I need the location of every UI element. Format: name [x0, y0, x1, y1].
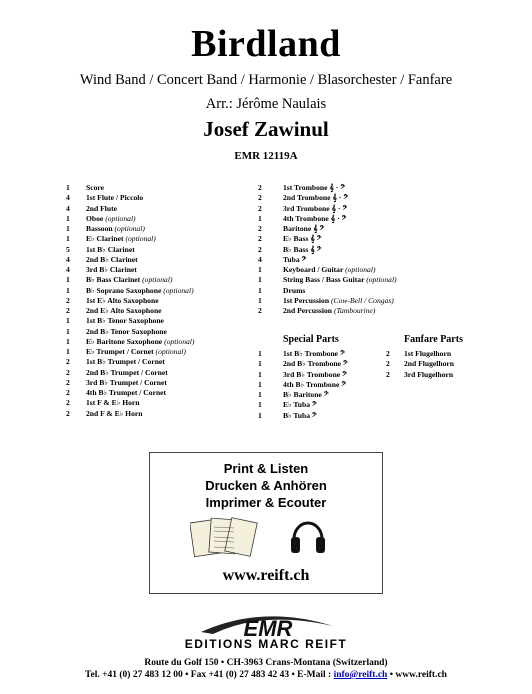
part-note: (optional): [345, 265, 376, 274]
publisher-name: EDITIONS MARC REIFT: [184, 637, 348, 651]
part-name: [283, 193, 348, 203]
part-quantity: 1: [258, 285, 262, 295]
part-instrument: 2nd B♭ Trombone 𝄢: [283, 359, 348, 369]
part-quantity: 1: [258, 379, 262, 389]
title: Birdland: [191, 23, 341, 65]
part-name: [86, 245, 135, 255]
part-quantity: 1: [66, 326, 70, 336]
part-quantity: 2: [258, 183, 262, 192]
part-instrument: E♭ Tuba 𝄢: [283, 400, 317, 410]
part-quantity: 1: [258, 265, 262, 274]
part-quantity: 2: [386, 369, 390, 379]
part-instrument: 4th B♭ Trombone 𝄢: [283, 379, 347, 389]
part-quantity: 1: [66, 234, 70, 244]
part-instrument: 2nd Flute: [86, 203, 118, 213]
part-quantity: 2: [258, 224, 262, 233]
part-name: [86, 306, 162, 316]
part-name: [283, 183, 345, 193]
subtitle: Wind Band / Concert Band / Harmonie / Blasorchester / Fanfare: [79, 72, 453, 88]
part-name: [283, 400, 317, 410]
part-name: [86, 398, 140, 408]
part-instrument: 3rd Trombone 𝄞 · 𝄢: [283, 203, 348, 213]
part-name: [404, 359, 454, 369]
part-quantity: 1: [258, 295, 262, 305]
special-parts-heading: Special Parts: [283, 334, 339, 345]
part-instrument: 3rd B♭ Clarinet: [86, 265, 137, 274]
part-quantity: 2: [386, 359, 390, 369]
part-name: [283, 411, 317, 421]
part-quantity: 1: [258, 410, 262, 420]
part-instrument: 1st B♭ Trombone 𝄢: [283, 349, 345, 358]
logo-mark: EMR: [243, 616, 293, 641]
part-quantity: 1: [258, 213, 262, 223]
part-name: [86, 255, 138, 265]
part-instrument: 2nd E♭ Alto Saxophone: [86, 306, 162, 315]
print-listen-box: [149, 452, 383, 594]
part-instrument: 1st Percussion: [283, 295, 330, 305]
part-instrument: String Bass / Bass Guitar: [283, 275, 365, 285]
part-note: (optional): [105, 213, 136, 223]
promo-url[interactable]: www.reift.ch: [222, 567, 310, 584]
part-name: [283, 234, 322, 244]
part-quantity: 4: [258, 254, 262, 264]
part-instrument: 2nd Trombone 𝄞 · 𝄢: [283, 193, 349, 203]
part-quantity: 4: [66, 265, 70, 274]
part-name: [86, 214, 136, 224]
part-quantity: 2: [258, 306, 262, 315]
part-quantity: 1: [258, 390, 262, 399]
fanfare-parts-heading: Fanfare Parts: [404, 334, 463, 345]
part-name: [283, 306, 375, 316]
sheet-music-icon: [190, 515, 260, 559]
part-instrument: Tuba 𝄢: [283, 254, 307, 264]
part-instrument: 2nd Percussion: [283, 306, 333, 315]
part-name: [86, 368, 168, 378]
part-name: [404, 370, 453, 380]
part-quantity: 2: [66, 357, 70, 367]
part-instrument: Oboe: [86, 213, 104, 223]
part-quantity: 1: [258, 359, 262, 369]
part-instrument: 3rd Flugelhorn: [404, 369, 454, 379]
contact-phone-fax: Tel. +41 (0) 27 483 12 00 • Fax +41 (0) 27 483 42 43 • E-Mail :: [85, 670, 334, 680]
part-name: [86, 265, 137, 275]
part-quantity: 2: [66, 295, 70, 305]
part-note: (Tambourine): [333, 306, 376, 315]
headphones-icon: [288, 513, 328, 557]
part-instrument: Baritone 𝄞 𝄢: [283, 224, 325, 233]
part-instrument: Drums: [283, 285, 306, 295]
part-note: (optional): [366, 275, 397, 285]
part-instrument: 4th Trombone 𝄞 · 𝄢: [283, 213, 347, 223]
part-instrument: Keyboard / Guitar: [283, 265, 344, 274]
arranger: Arr.: Jérôme Naulais: [205, 96, 327, 112]
part-name: [86, 327, 167, 337]
part-quantity: 1: [66, 275, 70, 285]
part-quantity: 1: [258, 349, 262, 358]
edition-number: EMR 12119A: [234, 150, 298, 162]
part-name: [283, 380, 346, 390]
part-name: [283, 275, 397, 285]
part-note: (optional): [164, 336, 195, 346]
part-name: [86, 234, 156, 244]
part-note: (optional): [163, 285, 194, 295]
part-quantity: 2: [66, 398, 70, 408]
part-instrument: Bassoon: [86, 224, 113, 233]
part-name: [283, 255, 306, 265]
part-name: [283, 224, 324, 234]
part-instrument: Score: [86, 183, 104, 192]
part-name: [283, 286, 305, 296]
part-quantity: 4: [66, 203, 70, 213]
part-quantity: 1: [66, 213, 70, 223]
part-name: [86, 224, 145, 234]
part-instrument: E♭ Clarinet: [86, 234, 124, 244]
part-instrument: 1st Flugelhorn: [404, 349, 452, 358]
part-instrument: 1st E♭ Alto Saxophone: [86, 295, 159, 305]
part-instrument: 2nd B♭ Clarinet: [86, 254, 138, 264]
part-instrument: 3rd B♭ Trombone 𝄢: [283, 369, 347, 379]
part-name: [283, 245, 322, 255]
part-quantity: 2: [258, 203, 262, 213]
part-name: [86, 286, 194, 296]
promo-line-drucken: Drucken & Anhören: [205, 478, 327, 493]
part-quantity: 1: [66, 285, 70, 295]
part-note: (optional): [114, 224, 145, 233]
promo-line-print-listen: Print & Listen: [223, 461, 309, 476]
part-instrument: B♭ Bass 𝄞 𝄢: [283, 244, 322, 254]
part-name: [86, 316, 164, 326]
part-name: [283, 370, 347, 380]
email-link[interactable]: info@reift.ch: [333, 670, 388, 680]
part-name: [283, 204, 347, 214]
part-instrument: 2nd B♭ Trumpet / Cornet: [86, 367, 168, 377]
part-name: [86, 337, 194, 347]
part-quantity: 2: [258, 244, 262, 254]
part-instrument: 1st B♭ Trumpet / Cornet: [86, 357, 165, 367]
part-name: [86, 409, 142, 419]
part-quantity: 1: [258, 400, 262, 410]
part-quantity: 4: [66, 254, 70, 264]
part-name: [86, 275, 173, 285]
part-name: [283, 390, 329, 400]
part-note: (optional): [142, 275, 173, 285]
part-name: [86, 357, 165, 367]
part-quantity: 2: [66, 306, 70, 315]
part-name: [86, 183, 104, 193]
part-name: [283, 296, 394, 306]
part-name: [86, 388, 166, 398]
part-instrument: B♭ Bass Clarinet: [86, 275, 141, 285]
part-name: [86, 296, 159, 306]
part-instrument: 1st F & E♭ Horn: [86, 398, 140, 408]
part-instrument: E♭ Bass 𝄞 𝄢: [283, 234, 322, 244]
part-instrument: E♭ Trumpet / Cornet: [86, 347, 154, 356]
part-instrument: 4th B♭ Trumpet / Cornet: [86, 388, 167, 397]
part-instrument: 2nd Flugelhorn: [404, 359, 455, 369]
part-quantity: 1: [66, 347, 70, 356]
part-quantity: 1: [66, 224, 70, 233]
part-instrument: B♭ Baritone 𝄢: [283, 390, 329, 399]
part-note: (Cow-Bell / Congas): [330, 295, 394, 305]
promo-line-imprimer: Imprimer & Ecouter: [205, 495, 327, 510]
part-instrument: E♭ Baritone Saxophone: [86, 336, 163, 346]
part-quantity: 2: [258, 234, 262, 244]
part-name: [404, 349, 451, 359]
part-instrument: 3rd B♭ Trumpet / Cornet: [86, 377, 167, 387]
part-quantity: 2: [66, 377, 70, 387]
part-quantity: 1: [66, 316, 70, 326]
part-quantity: 2: [66, 408, 70, 418]
part-instrument: 2nd B♭ Tenor Saxophone: [86, 326, 167, 336]
publisher-address: Route du Golf 150 • CH-3963 Crans-Montana (Switzerland): [144, 658, 388, 668]
part-quantity: 2: [258, 193, 262, 203]
part-note: (optional): [155, 347, 186, 356]
composer: Josef Zawinul: [203, 117, 329, 141]
publisher-contact: [0, 670, 532, 680]
part-name: [86, 347, 186, 357]
part-instrument: 1st Flute / Piccolo: [86, 193, 144, 203]
part-name: [283, 265, 375, 275]
part-quantity: 2: [66, 367, 70, 377]
part-instrument: 1st Trombone 𝄞 · 𝄢: [283, 183, 346, 192]
part-quantity: 1: [66, 336, 70, 346]
part-name: [86, 378, 167, 388]
part-instrument: B♭ Soprano Saxophone: [86, 285, 162, 295]
part-instrument: 2nd F & E♭ Horn: [86, 408, 143, 418]
part-name: [86, 193, 143, 203]
part-note: (optional): [125, 234, 156, 244]
part-quantity: 1: [258, 275, 262, 285]
part-instrument: 1st B♭ Clarinet: [86, 244, 135, 254]
part-name: [283, 349, 345, 359]
part-quantity: 5: [66, 244, 70, 254]
part-name: [283, 214, 346, 224]
part-quantity: 1: [66, 183, 70, 192]
part-quantity: 1: [258, 369, 262, 379]
part-name: [283, 359, 348, 369]
part-instrument: 1st B♭ Tenor Saxophone: [86, 316, 164, 326]
part-quantity: 4: [66, 193, 70, 203]
part-quantity: 2: [66, 388, 70, 397]
part-quantity: 2: [386, 349, 390, 358]
part-instrument: B♭ Tuba 𝄢: [283, 410, 317, 420]
part-name: [86, 204, 117, 214]
contact-website[interactable]: • www.reift.ch: [387, 670, 447, 680]
